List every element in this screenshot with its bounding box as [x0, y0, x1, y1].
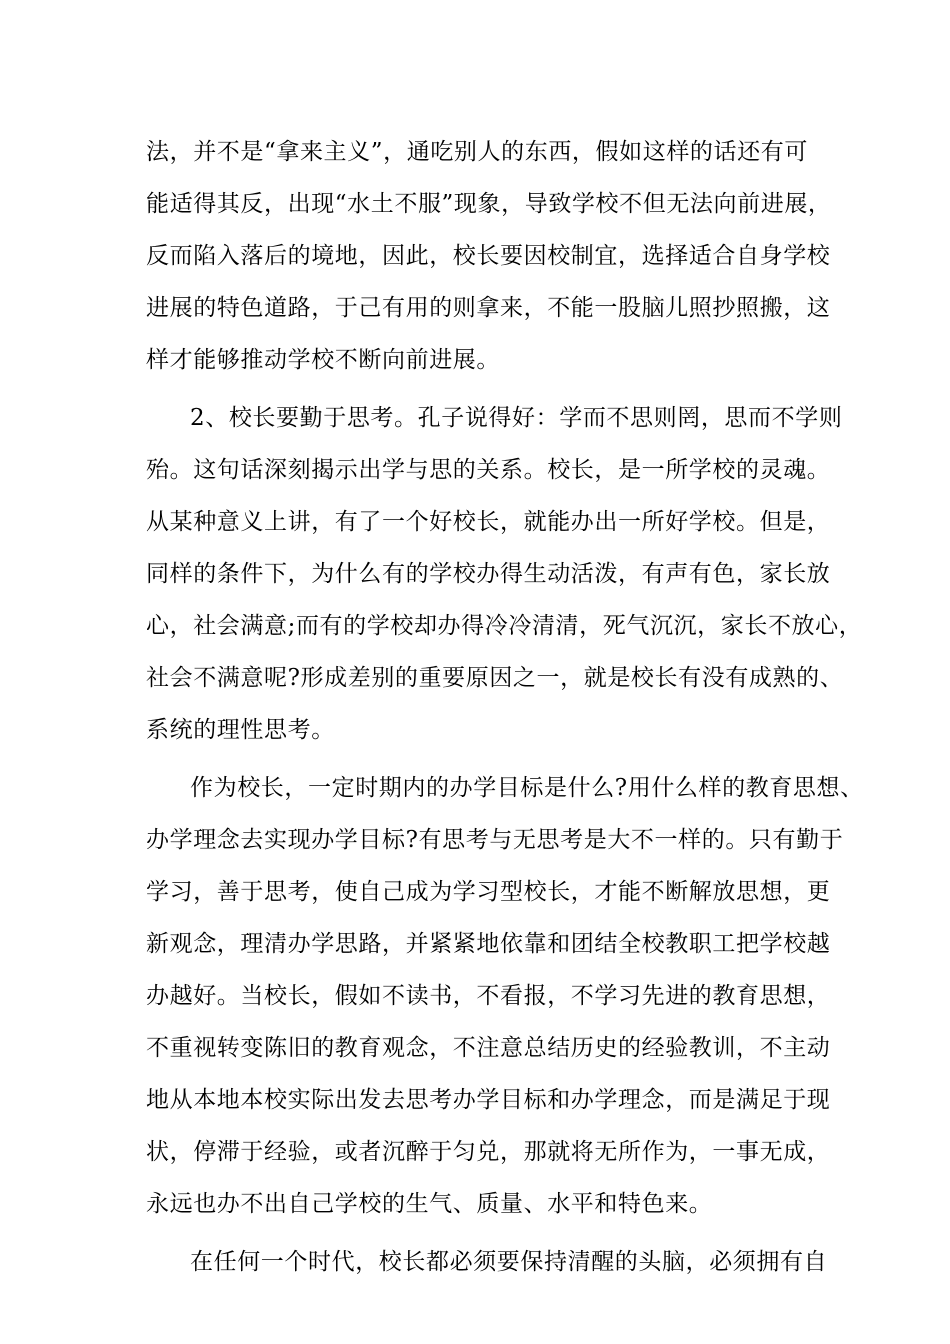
text-line: 进展的特色道路，于己有用的则拿来，不能一股脑儿照抄照搬，这	[146, 295, 831, 321]
text-line: 心，社会满意;而有的学校却办得冷冷清清，死气沉沉，家长不放心，	[146, 613, 863, 639]
text-line: 能适得其反，出现“水土不服”现象，导致学校不但无法向前进展，	[146, 191, 832, 217]
text-line: 法，并不是“拿来主义”，通吃别人的东西，假如这样的话还有可	[146, 139, 808, 165]
text-line: 系统的理性思考。	[146, 717, 335, 743]
text-line: 新观念，理清办学思路，并紧紧地依靠和团结全校教职工把学校越	[146, 931, 831, 957]
paragraph-start-line: 2、校长要勤于思考。孔子说得好：学而不思则罔，思而不学则	[190, 405, 843, 431]
text-line: 殆。这句话深刻揭示出学与思的关系。校长，是一所学校的灵魂。	[146, 457, 831, 483]
text-line: 反而陷入落后的境地，因此，校长要因校制宜，选择适合自身学校	[146, 243, 831, 269]
text-line: 样才能够推动学校不断向前进展。	[146, 347, 500, 373]
paragraph-start-line: 作为校长，一定时期内的办学目标是什么?用什么样的教育思想、	[190, 775, 864, 801]
text-line: 地从本地本校实际出发去思考办学目标和办学理念，而是满足于现	[146, 1087, 831, 1113]
text-line: 社会不满意呢?形成差别的重要原因之一，就是校长有没有成熟的、	[146, 665, 844, 691]
text-line: 永远也办不出自己学校的生气、质量、水平和特色来。	[146, 1191, 713, 1217]
text-line: 同样的条件下，为什么有的学校办得生动活泼，有声有色，家长放	[146, 561, 831, 587]
text-line: 从某种意义上讲，有了一个好校长，就能办出一所好学校。但是，	[146, 509, 831, 535]
text-line: 办学理念去实现办学目标?有思考与无思考是大不一样的。只有勤于	[146, 827, 844, 853]
text-line: 学习，善于思考，使自己成为学习型校长，才能不断解放思想，更	[146, 879, 831, 905]
body-text	[146, 126, 864, 1288]
text-line: 不重视转变陈旧的教育观念，不注意总结历史的经验教训，不主动	[146, 1035, 831, 1061]
text-line: 状，停滞于经验，或者沉醉于匀兑，那就将无所作为，一事无成，	[146, 1139, 831, 1165]
text-line: 办越好。当校长，假如不读书，不看报，不学习先进的教育思想，	[146, 983, 831, 1009]
paragraph-start-line: 在任何一个时代，校长都必须要保持清醒的头脑，必须拥有自	[190, 1249, 828, 1275]
